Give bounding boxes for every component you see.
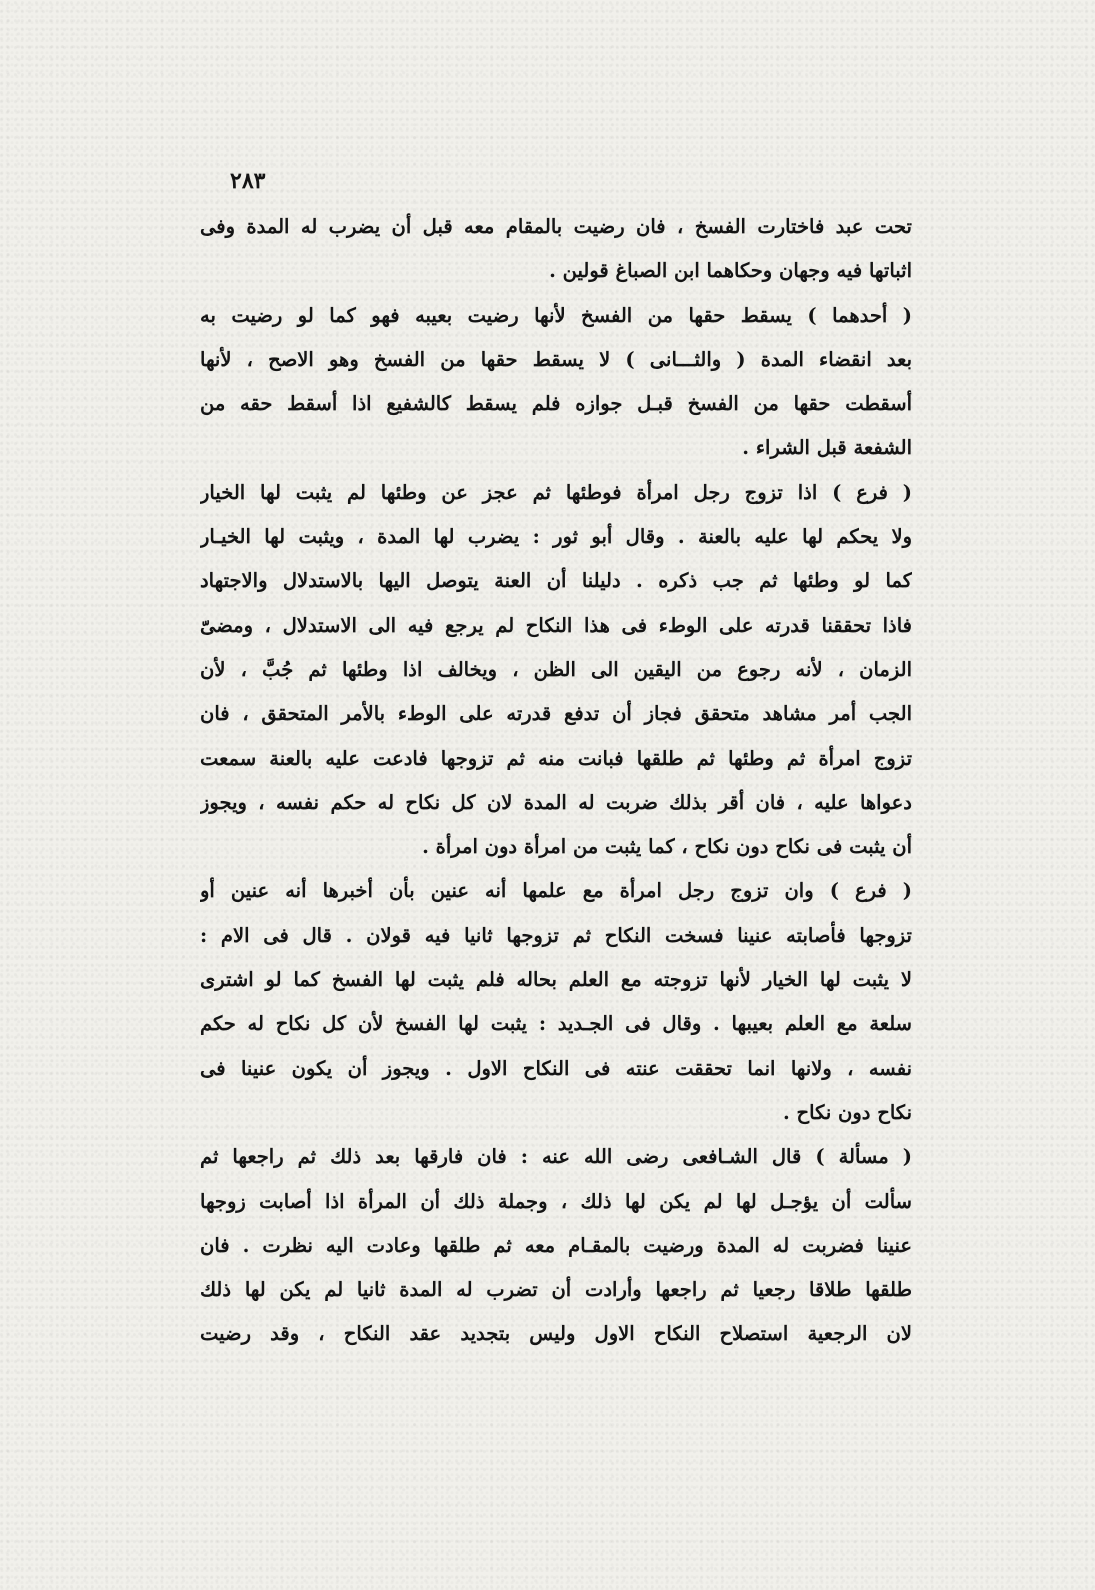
text-line: نفسه ، ولانها انما تحققت عنته فى النكاح الاول . ويجوز أن يكون عنينا فى bbox=[200, 1056, 912, 1080]
text-line: تحت عبد فاختارت الفسخ ، فان رضيت بالمقام معه قبل أن يضرب له المدة وفى bbox=[200, 215, 912, 238]
text-line: كما لو وطئها ثم جب ذكره . دليلنا أن العنة يتوصل اليها بالاستدلال والاجتهاد bbox=[200, 569, 912, 593]
body-text bbox=[200, 205, 912, 1357]
text-line: سلعة مع العلم بعيبها . وقال فى الجـديد : يثبت لها الفسخ لأن كل نكاح له حكم bbox=[200, 1012, 912, 1036]
text-line: تزوجها فأصابته عنينا فسخت النكاح ثم تزوجها ثانيا فيه قولان . قال فى الام : bbox=[200, 923, 912, 947]
text-line: طلقها طلاقا رجعيا ثم راجعها وأرادت أن تضرب له المدة ثانيا لم يكن لها ذلك bbox=[200, 1278, 912, 1302]
text-line: لا يثبت لها الخيار لأنها تزوجته مع العلم بحاله فلم يثبت لها الفسخ كما لو اشترى bbox=[200, 968, 912, 992]
text-line: ولا يحكم لها عليه بالعنة . وقال أبو ثور : يضرب لها المدة ، ويثبت لها الخيـار bbox=[200, 525, 912, 549]
text-line: أن يثبت فى نكاح دون نكاح ، كما يثبت من امرأة دون امرأة . bbox=[422, 835, 912, 859]
text-line: الشفعة قبل الشراء . bbox=[742, 436, 912, 460]
text-line: عنينا فضربت له المدة ورضيت بالمقـام معه ثم طلقها وعادت اليه نظرت . فان bbox=[200, 1233, 912, 1257]
text-line: سألت أن يؤجـل لها لم يكن لها ذلك ، وجملة ذلك أن المرأة اذا أصابت زوجها bbox=[200, 1189, 912, 1213]
text-line: أسقطت حقها من الفسخ قبـل جوازه فلم يسقط كالشفيع اذا أسقط حقه من bbox=[200, 392, 912, 416]
text-line: الزمان ، لأنه رجوع من اليقين الى الظن ، ويخالف اذا وطئها ثم جُبَّ ، لأن bbox=[200, 657, 912, 681]
text-line: ( فرع ) اذا تزوج رجل امرأة فوطئها ثم عجز عن وطئها لم يثبت لها الخيار bbox=[200, 480, 912, 504]
text-line: دعواها عليه ، فان أقر بذلك ضربت له المدة لان كل نكاح له حكم نفسه ، ويجوز bbox=[200, 790, 912, 814]
text-line: ( أحدهما ) يسقط حقها من الفسخ لأنها رضيت بعيبه فهو كما لو رضيت به bbox=[200, 303, 912, 327]
page-number: ٢٨٣ bbox=[230, 168, 266, 194]
text-line: فاذا تحققنا قدرته على الوطء فى هذا النكاح لم يرجع فيه الى الاستدلال ، ومضىّ bbox=[200, 613, 912, 637]
text-line: الجب أمر مشاهد متحقق فجاز أن تدفع قدرته على الوطء بالأمر المتحقق ، فان bbox=[200, 702, 912, 726]
text-line: نكاح دون نكاح . bbox=[782, 1100, 912, 1124]
text-line: ( فرع ) وان تزوج رجل امرأة مع علمها أنه عنين بأن أخبرها أنه عنين أو bbox=[200, 879, 912, 903]
text-line: اثباتها فيه وجهان وحكاهما ابن الصباغ قولين . bbox=[549, 259, 912, 283]
text-line: تزوج امرأة ثم وطئها ثم طلقها فبانت منه ثم تزوجها فادعت عليه بالعنة سمعت bbox=[200, 746, 912, 770]
text-line: بعد انقضاء المدة ( والثـــانى ) لا يسقط حقها من الفسخ وهو الاصح ، لأنها bbox=[200, 347, 912, 371]
text-line: لان الرجعية استصلاح النكاح الاول وليس بتجديد عقد النكاح ، وقد رضيت bbox=[200, 1322, 912, 1346]
text-line: ( مسألة ) قال الشـافعى رضى الله عنه : فان فارقها بعد ذلك ثم راجعها ثم bbox=[200, 1145, 912, 1169]
